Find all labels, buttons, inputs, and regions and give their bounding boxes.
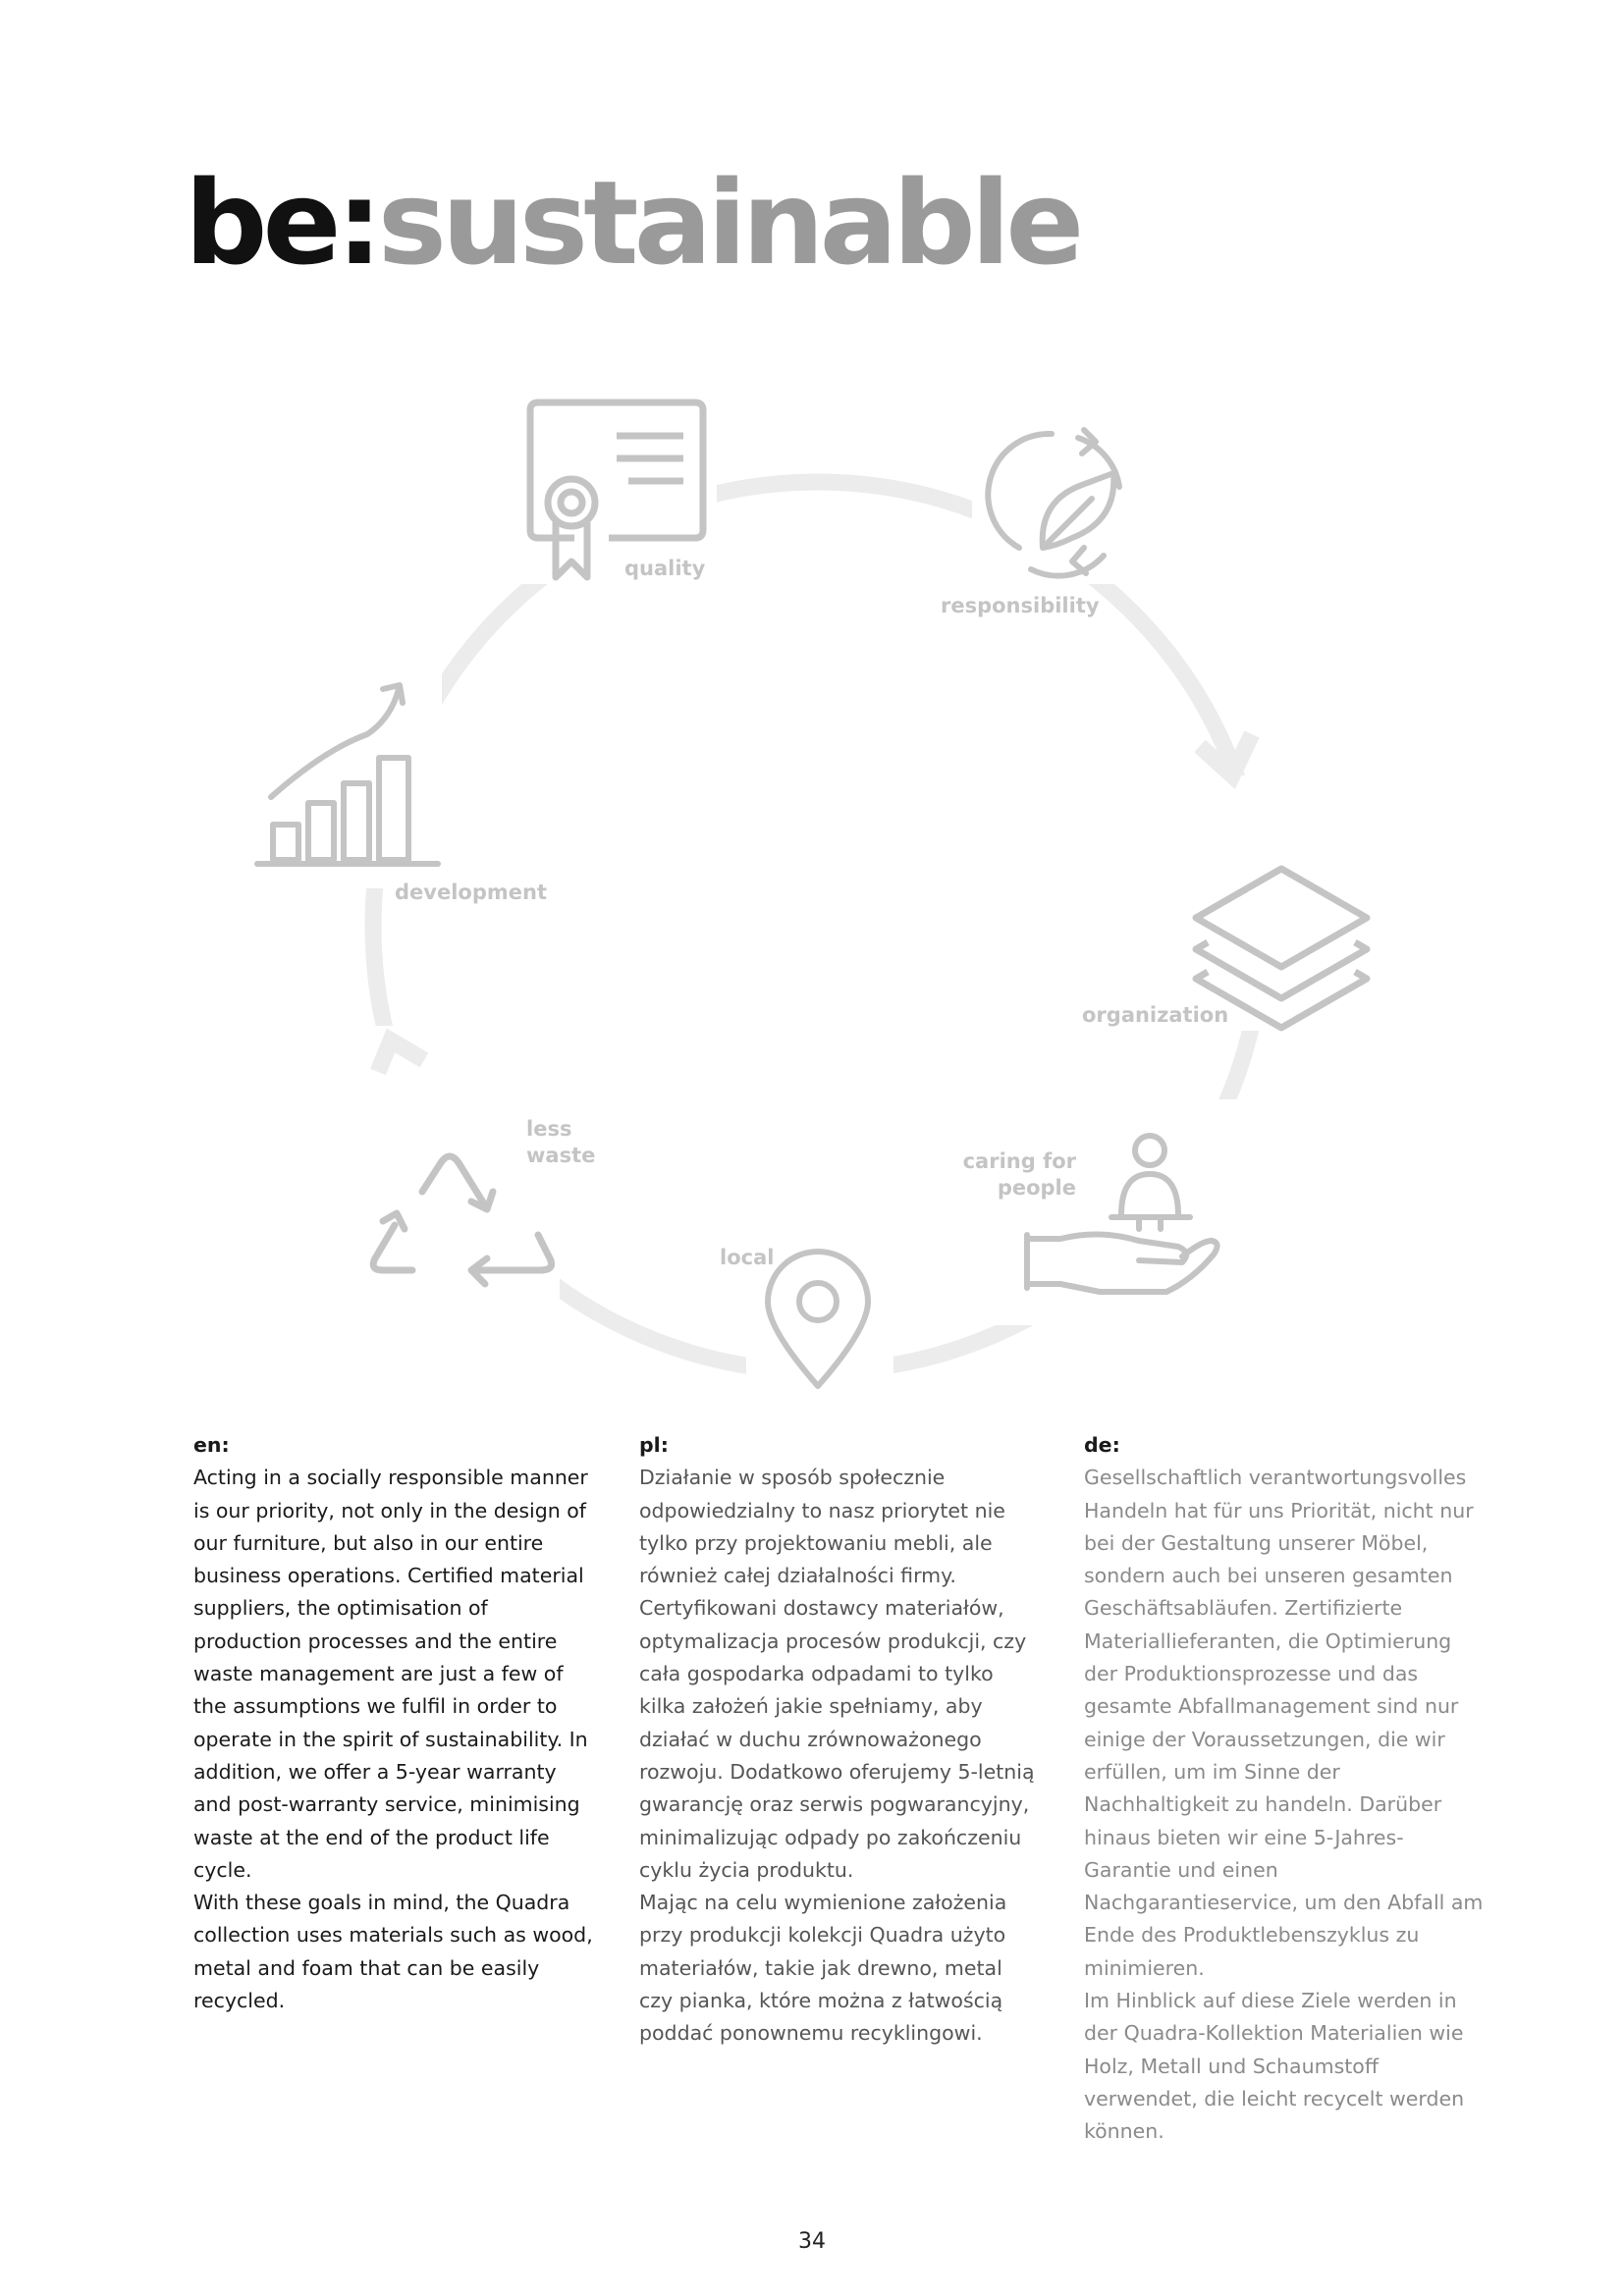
paragraph-en-2: With these goals in mind, the Quadra collection uses materials such as wood, metal and foam that can be easily recycled. bbox=[193, 1891, 593, 2013]
text-column-de bbox=[1084, 1429, 1487, 2149]
lang-heading-pl: pl: bbox=[639, 1433, 669, 1457]
label-less-waste-line2: waste bbox=[526, 1144, 596, 1167]
label-organization: organization bbox=[1082, 1003, 1229, 1027]
paragraph-pl-2: Mając na celu wymienione założenia przy produkcji kolekcji Quadra użyto materiałów, takie jak drewno, metal czy pianka, które można z łatwością poddać ponownemu recyklingowi. bbox=[639, 1891, 1007, 2046]
lang-heading-de: de: bbox=[1084, 1433, 1120, 1457]
label-quality: quality bbox=[624, 557, 706, 580]
label-development: development bbox=[395, 881, 547, 904]
paragraph-en-1: Acting in a socially responsible manner is our priority, not only in the design of our furniture, but also in our entire business operations. Certified material suppliers, the optimisation of production processes and the entire waste management are just a few of the assumptions we fulfil in order to operate in the spirit of sustainability. In addition, we offer a 5-year warranty and post-warranty service, minimising waste at the end of the product life cycle. bbox=[193, 1466, 588, 1882]
paragraph-pl-1: Działanie w sposób społecznie odpowiedzialny to nasz priorytet nie tylko przy projektowaniu mebli, ale również całej działalności firmy. Certyfikowani dostawcy materiałów, optymalizacja procesów produkcji, czy cała gospodarka odpadami to tylko kilka założeń jakie spełniamy, aby działać w duchu zrównoważonego rozwoju. Dodatkowo oferujemy 5-letnią gwarancję oraz serwis pogwarancyjny, minimalizując odpady po zakończeniu cyklu życia produktu. bbox=[639, 1466, 1035, 1882]
paragraph-de-1: Gesellschaftlich verantwortungsvolles Handeln hat für uns Priorität, nicht nur bei der Gestaltung unserer Möbel, sondern auch bei unseren gesamten Geschäftsabläufen. Zertifizierte Materiallieferanten, die Optimierung der Produktionsprozesse und das gesamte Abfallmanagement sind nur einige der Voraussetzungen, die wir erfüllen, um im Sinne der Nachhaltigkeit zu handeln. Darüber hinaus bieten wir eine 5-Jahres-Garantie und einen Nachgarantieservice, um den Abfall am Ende des Produktlebenszyklus zu minimieren. bbox=[1084, 1466, 1484, 1980]
label-caring-line2: people bbox=[997, 1176, 1076, 1200]
text-column-pl bbox=[639, 1429, 1042, 2051]
label-less-waste-line1: less bbox=[526, 1117, 572, 1141]
label-responsibility: responsibility bbox=[941, 594, 1100, 617]
title-word: sustainable bbox=[377, 155, 1080, 291]
lang-heading-en: en: bbox=[193, 1433, 230, 1457]
text-column-en bbox=[193, 1429, 596, 2017]
label-local: local bbox=[720, 1246, 775, 1269]
page-number: 34 bbox=[798, 2229, 826, 2254]
title-prefix: be: bbox=[185, 155, 378, 291]
paragraph-de-2: Im Hinblick auf diese Ziele werden in der Quadra-Kollektion Materialien wie Holz, Metall und Schaumstoff verwendet, die leicht recycelt werden können. bbox=[1084, 1989, 1465, 2144]
label-caring-line1: caring for bbox=[962, 1149, 1076, 1173]
